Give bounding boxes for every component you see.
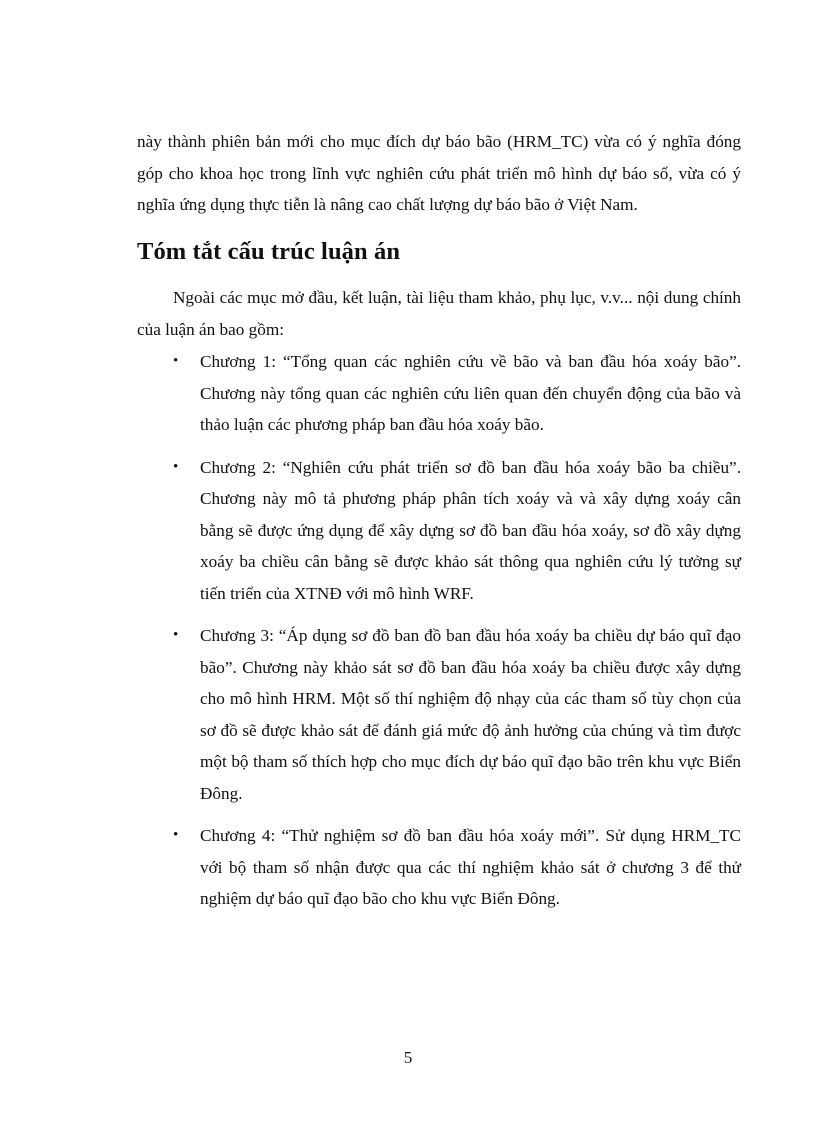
chapter-item-1: [160, 346, 741, 441]
bullet-icon: •: [173, 458, 179, 475]
chapter-item-3: [160, 620, 741, 809]
intro-paragraph: này thành phiên bản mới cho mục đích dự báo bão (HRM_TC) vừa có ý nghĩa đóng góp cho khoa học trong lĩnh vực nghiên cứu phát triển mô hình dự báo số, vừa có ý nghĩa ứng dụng thực tiễn là nâng cao chất lượng dự báo bão ở Việt Nam.: [137, 132, 741, 214]
bullet-icon: •: [173, 827, 179, 843]
chapter-list: [160, 346, 741, 926]
section-heading: Tóm tắt cấu trúc luận án: [137, 238, 401, 265]
chapter-text-1: Chương 1: “Tổng quan các nghiên cứu về bão và ban đầu hóa xoáy bão”. Chương này tổng quan các nghiên cứu liên quan đến chuyển động của bão và thảo luận các phương pháp ban đầu hóa xoáy bão.: [200, 352, 741, 434]
lead-paragraph: Ngoài các mục mở đầu, kết luận, tài liệu tham khảo, phụ lục, v.v... nội dung chính của luận án bao gồm:: [137, 288, 741, 339]
chapter-item-2: [160, 452, 741, 610]
page-number: 5: [403, 1048, 413, 1067]
chapter-item-4: [160, 820, 741, 915]
chapter-text-3: Chương 3: “Áp dụng sơ đồ ban đồ ban đầu hóa xoáy ba chiều dự báo quĩ đạo bão”. Chương này khảo sát sơ đồ ban đầu hóa xoáy ba chiều được xây dựng cho mô hình HRM. Một số thí nghiệm độ nhạy của các tham số tùy chọn của sơ đồ sẽ được khảo sát để đánh giá mức độ ảnh hưởng của chúng và tìm được một bộ tham số thích hợp cho mục đích dự báo quĩ đạo bão trên khu vực Biển Đông.: [200, 626, 741, 803]
chapter-text-4: Chương 4: “Thử nghiệm sơ đồ ban đầu hóa xoáy mới”. Sử dụng HRM_TC với bộ tham số nhận được qua các thí nghiệm khảo sát ở chương 3 để thử nghiệm dự báo quĩ đạo bão cho khu vực Biển Đông.: [200, 826, 741, 908]
bullet-icon: •: [173, 353, 179, 369]
bullet-icon: •: [173, 627, 179, 643]
chapter-text-2: Chương 2: “Nghiên cứu phát triển sơ đồ ban đầu hóa xoáy bão ba chiều”. Chương này mô tả phương pháp phân tích xoáy và và xây dựng xoáy cân bằng sẽ được ứng dụng để xây dựng sơ đồ ban đầu hóa xoáy, sơ đồ xây dựng xoáy ba chiều cân bằng sẽ được khảo sát thông qua nghiên cứu lý tưởng sự tiến triển của XTNĐ với mô hình WRF.: [200, 457, 741, 603]
